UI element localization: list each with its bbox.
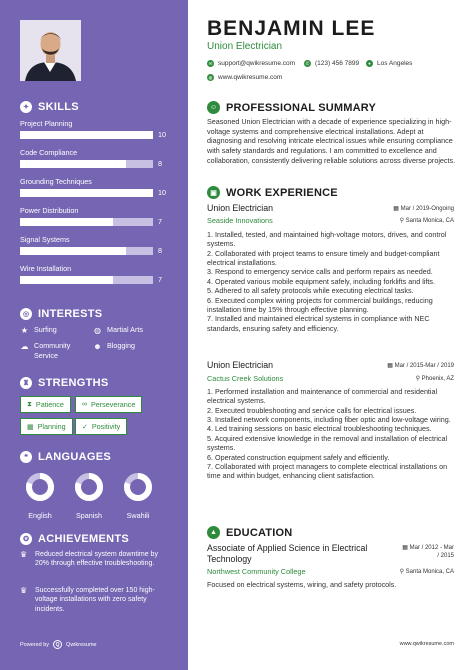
job-location-text: Phoenix, AZ	[421, 376, 454, 382]
job-dates	[393, 205, 454, 212]
website-text: www.qwikresume.com	[218, 74, 283, 81]
phone-text: (123) 456 7899	[315, 60, 360, 67]
education-header	[207, 526, 292, 539]
language-item	[20, 472, 60, 520]
strength-label: Planning	[37, 422, 66, 431]
trophy-icon: ♛	[20, 586, 28, 595]
job-bullet: 4. Operated various mobile equipment safely, including forklifts and lifts.	[207, 276, 435, 286]
job-bullet: 6. Operated construction equipment safely and efficiently.	[207, 452, 390, 462]
speech-icon: ❝	[20, 451, 32, 463]
achievements-header	[20, 533, 129, 545]
achievements-title: ACHIEVEMENTS	[38, 533, 129, 545]
skill-bar-fill	[20, 189, 153, 197]
job-bullet: 2. Executed troubleshooting and service calls for electrical issues.	[207, 405, 417, 415]
skill-value: 8	[158, 159, 162, 168]
summary-header	[207, 101, 376, 114]
language-label: Swahili	[126, 511, 150, 520]
hourglass-icon: ⧗	[27, 400, 32, 408]
skill-label: Signal Systems	[20, 235, 70, 244]
education-degree: Associate of Applied Science in Electrical Technology	[207, 543, 368, 564]
candidate-name: BENJAMIN LEE	[207, 17, 376, 40]
pin-icon: ⚲	[399, 218, 404, 224]
interest-item	[93, 341, 135, 352]
education-dates-text: Mar / 2012 - Mar / 2015	[409, 545, 454, 559]
calendar-icon: ▦	[387, 363, 393, 369]
lightbulb-icon: ✦	[20, 101, 32, 113]
strengths-title: STRENGTHS	[38, 377, 109, 389]
education-location	[400, 568, 454, 575]
skill-bar	[20, 160, 153, 168]
check-circle-icon: ✓	[82, 423, 88, 431]
job-location	[400, 217, 454, 224]
language-item	[118, 472, 158, 520]
cloud-icon: ☁	[20, 342, 29, 351]
strength-badge	[20, 418, 73, 435]
powered-by-label: Powered by	[20, 641, 50, 648]
email-text: support@qwikresume.com	[218, 60, 296, 67]
pin-icon: ⚲	[399, 569, 404, 575]
skill-label: Grounding Techniques	[20, 177, 92, 186]
job-bullet: 1. Installed, tested, and maintained high-voltage motors, drives, and control systems.	[207, 230, 447, 249]
achievement-text: Reduced electrical system downtime by 20% through effective troubleshooting.	[35, 551, 158, 568]
languages-header	[20, 451, 111, 463]
calendar-icon: ▦	[27, 423, 34, 431]
strength-badge	[75, 396, 142, 413]
skill-bar-fill	[20, 160, 126, 168]
education-dates	[402, 545, 454, 561]
skill-row	[20, 206, 170, 226]
job-bullet: 2. Collaborated with project teams to ensure timely and budget-compliant electrical installations.	[207, 248, 440, 268]
language-label: English	[28, 511, 52, 520]
strength-label: Patience	[35, 400, 64, 409]
job-bullets	[207, 387, 455, 481]
job-company: Seaside Innovations	[207, 216, 273, 225]
profile-photo-image	[20, 20, 81, 81]
education-school: Northwest Community College	[207, 567, 306, 576]
experience-header	[207, 186, 338, 199]
language-item	[69, 472, 109, 520]
education-focus: Focused on electrical systems, wiring, and safety protocols.	[207, 580, 397, 589]
skill-bar	[20, 276, 153, 284]
skill-bar-fill	[20, 131, 153, 139]
interests-title: INTERESTS	[38, 308, 103, 320]
skill-bar-fill	[20, 218, 113, 226]
strength-label: Positivity	[91, 422, 121, 431]
interest-item	[93, 325, 143, 336]
experience-title: WORK EXPERIENCE	[226, 186, 338, 199]
skill-bar	[20, 218, 153, 226]
pin-icon: ⚲	[415, 376, 420, 382]
globe-icon: ◍	[208, 74, 213, 80]
job-dates-text: Mar / 2015-Mar / 2019	[394, 363, 454, 369]
job-company: Cactus Creek Solutions	[207, 374, 284, 383]
job-bullet: 3. Respond to emergency service calls and perform repairs as needed.	[207, 267, 433, 277]
skill-bar-fill	[20, 276, 113, 284]
job-bullet: 6. Executed complex wiring projects for commercial buildings, reducing installation time by 15% through effective planning.	[207, 295, 433, 314]
strength-badge	[75, 418, 127, 435]
strength-badge	[20, 396, 71, 413]
skill-row	[20, 148, 170, 168]
language-ring	[74, 472, 104, 502]
skill-row	[20, 119, 170, 139]
skill-value: 7	[158, 275, 162, 284]
candidate-role: Union Electrician	[207, 41, 283, 52]
contact-email[interactable]	[207, 60, 295, 67]
skill-value: 8	[158, 246, 162, 255]
education-location-text: Santa Monica, CA	[405, 569, 454, 575]
achievement-text: Successfully completed over 150 high-voltage installations with zero safety incidents.	[35, 587, 155, 613]
location-text: Los Angeles	[377, 60, 413, 67]
achievement-item	[20, 550, 170, 569]
summary-title: PROFESSIONAL SUMMARY	[226, 101, 377, 114]
skills-header	[20, 101, 79, 113]
trophy-icon: ♜	[20, 377, 32, 389]
trophy-icon: ♛	[20, 550, 28, 559]
language-label: Spanish	[76, 511, 102, 520]
job-location-text: Santa Monica, CA	[405, 218, 454, 224]
language-ring	[25, 472, 55, 502]
skill-bar	[20, 131, 153, 139]
strengths-header	[20, 377, 109, 389]
calendar-icon: ▦	[402, 545, 408, 551]
interest-label: Martial Arts	[107, 325, 143, 334]
summary-text: Seasoned Union Electrician with a decade of experience specializing in high-voltage systems and comprehensive electrical installations. Adept at diagnosing and resolving intricate electrical issues while ensuring compliance with safety standards and regulations. I am committed to excellence and collaboration, consistently delivering reliable solutions across diverse projects.	[207, 117, 456, 165]
skill-bar	[20, 189, 153, 197]
interest-label: Blogging	[107, 341, 135, 350]
compass-icon: ◎	[20, 308, 32, 320]
contact-location	[366, 60, 412, 67]
briefcase-icon: ▣	[207, 186, 220, 199]
email-icon: ✉	[208, 60, 213, 66]
skill-label: Wire Installation	[20, 264, 72, 273]
interest-item	[20, 341, 84, 361]
binoculars-icon: ∞	[82, 401, 87, 408]
job-bullet: 1. Performed installation and maintenance of commercial and residential electrical systems.	[207, 387, 438, 406]
footer-website[interactable]: www.qwikresume.com	[399, 641, 454, 647]
skills-title: SKILLS	[38, 101, 79, 113]
languages-title: LANGUAGES	[38, 451, 111, 463]
location-pin-icon: ●	[366, 60, 373, 67]
phone-icon: ✆	[305, 60, 310, 66]
job-bullet: 4. Led training sessions on basic electrical troubleshooting techniques.	[207, 424, 432, 434]
skill-label: Power Distribution	[20, 206, 79, 215]
contact-phone[interactable]	[304, 60, 359, 67]
skill-value: 10	[158, 130, 166, 139]
interest-item	[20, 325, 57, 336]
profile-photo	[20, 20, 81, 81]
interest-label: Surfing	[34, 325, 57, 334]
people-icon: ☻	[93, 342, 102, 351]
job-dates	[387, 362, 454, 369]
calendar-icon: ▦	[393, 206, 399, 212]
sidebar	[0, 0, 188, 670]
strength-label: Perseverance	[91, 400, 136, 409]
job-bullet: 7. Installed and maintained electrical systems in compliance with NEC standards, ensuring safety and efficiency.	[207, 314, 430, 333]
graduation-cap-icon: ▲	[207, 526, 220, 539]
language-ring	[123, 472, 153, 502]
job-bullet: 5. Adhered to all safety protocols while executing electrical tasks.	[207, 286, 414, 296]
interests-header	[20, 308, 102, 320]
job-location	[416, 375, 454, 382]
skill-bar	[20, 247, 153, 255]
skill-value: 10	[158, 188, 166, 197]
job-bullets	[207, 230, 455, 333]
skill-value: 7	[158, 217, 162, 226]
skill-label: Project Planning	[20, 119, 73, 128]
globe-icon: ◍	[94, 326, 101, 335]
skill-row	[20, 235, 170, 255]
powered-by-brand[interactable]: Qwikresume	[66, 641, 97, 648]
skill-bar-fill	[20, 247, 126, 255]
job-bullet: 5. Acquired extensive knowledge in the removal and installation of electrical systems.	[207, 433, 448, 453]
skill-label: Code Compliance	[20, 148, 78, 157]
person-icon: ☺	[207, 101, 220, 114]
skill-row	[20, 264, 170, 284]
education-title: EDUCATION	[226, 526, 293, 539]
job-bullet: 7. Collaborated with project managers to complete electrical installations on time and within budget, enhancing client satisfaction.	[207, 461, 448, 481]
achievement-item	[20, 586, 170, 614]
contact-website[interactable]	[207, 74, 282, 81]
job-dates-text: Mar / 2019-Ongoing	[400, 206, 454, 212]
skill-row	[20, 177, 170, 197]
powered-by	[20, 640, 97, 649]
interest-label: Community Service	[34, 341, 71, 361]
job-bullet: 3. Installed network components, including fiber optic and low-voltage wiring.	[207, 415, 451, 425]
qwikresume-logo-icon: Q	[53, 640, 62, 649]
job-title: Union Electrician	[207, 203, 274, 213]
star-icon: ★	[20, 326, 29, 335]
award-icon: ✪	[20, 533, 32, 545]
job-title: Union Electrician	[207, 360, 274, 370]
